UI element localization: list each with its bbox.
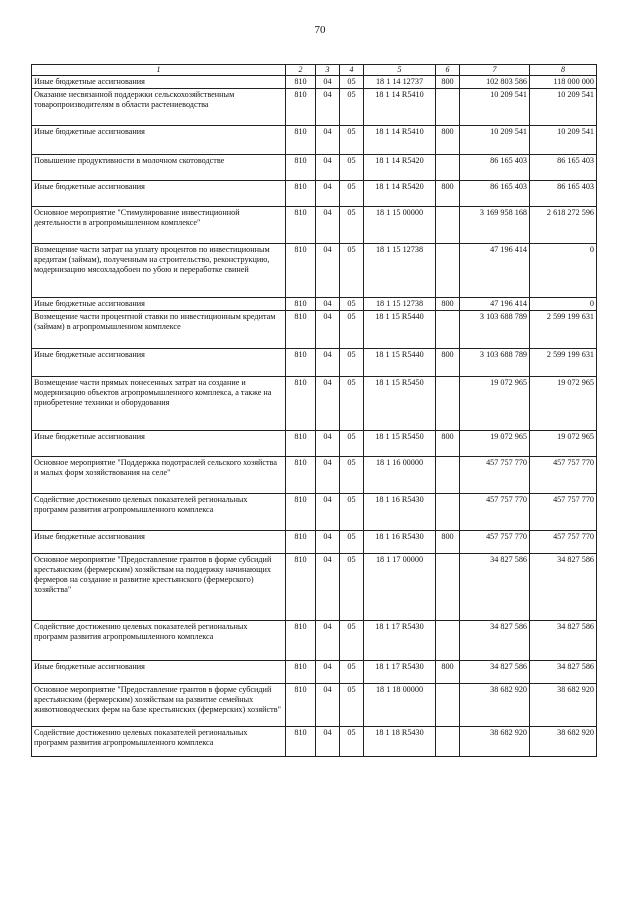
row-amount-2: 0 <box>530 243 597 297</box>
row-expense-type: 800 <box>436 348 460 376</box>
row-name: Основное мероприятие "Поддержка подотраслей сельского хозяйства и малых форм хозяйствования на селе" <box>32 456 286 493</box>
row-section-code: 04 <box>316 726 340 756</box>
row-subsection-code: 05 <box>340 243 364 297</box>
row-subsection-code: 05 <box>340 348 364 376</box>
row-expense-type <box>436 553 460 620</box>
row-amount-1: 457 757 770 <box>460 493 530 530</box>
row-subsection-code: 05 <box>340 683 364 726</box>
row-section-code: 04 <box>316 493 340 530</box>
row-amount-1: 34 827 586 <box>460 660 530 683</box>
row-amount-2: 10 209 541 <box>530 88 597 125</box>
row-section-code: 04 <box>316 348 340 376</box>
row-name: Иные бюджетные ассигнования <box>32 297 286 310</box>
row-ministry-code: 810 <box>286 456 316 493</box>
row-expense-type <box>436 88 460 125</box>
table-row <box>32 88 597 125</box>
row-target-article: 18 1 17 00000 <box>364 553 436 620</box>
row-target-article: 18 1 14 R5410 <box>364 125 436 154</box>
row-amount-1: 34 827 586 <box>460 553 530 620</box>
row-amount-1: 10 209 541 <box>460 88 530 125</box>
row-name: Основное мероприятие "Предоставление грантов в форме субсидий крестьянским (фермерским) хозяйствам на поддержку начинающих фермеров на создание и развитие крестьянского (фермерского) хозяйства" <box>32 553 286 620</box>
row-amount-2: 2 599 199 631 <box>530 348 597 376</box>
row-amount-2: 0 <box>530 297 597 310</box>
row-amount-2: 34 827 586 <box>530 660 597 683</box>
row-name: Повышение продуктивности в молочном скотоводстве <box>32 154 286 180</box>
row-amount-1: 38 682 920 <box>460 683 530 726</box>
row-target-article: 18 1 14 R5420 <box>364 180 436 206</box>
row-name: Иные бюджетные ассигнования <box>32 348 286 376</box>
row-subsection-code: 05 <box>340 660 364 683</box>
row-ministry-code: 810 <box>286 553 316 620</box>
row-name: Основное мероприятие "Стимулирование инвестиционной деятельности в агропромышленном комплексе" <box>32 206 286 243</box>
row-target-article: 18 1 14 R5420 <box>364 154 436 180</box>
row-target-article: 18 1 18 R5430 <box>364 726 436 756</box>
budget-table <box>31 64 597 757</box>
row-ministry-code: 810 <box>286 530 316 553</box>
row-ministry-code: 810 <box>286 75 316 88</box>
row-ministry-code: 810 <box>286 376 316 430</box>
row-target-article: 18 1 17 R5430 <box>364 660 436 683</box>
row-subsection-code: 05 <box>340 75 364 88</box>
row-amount-1: 102 803 586 <box>460 75 530 88</box>
row-amount-1: 47 196 414 <box>460 243 530 297</box>
row-section-code: 04 <box>316 660 340 683</box>
row-section-code: 04 <box>316 310 340 348</box>
column-header: 4 <box>340 65 364 76</box>
row-amount-2: 86 165 403 <box>530 180 597 206</box>
row-amount-2: 10 209 541 <box>530 125 597 154</box>
row-section-code: 04 <box>316 297 340 310</box>
row-name: Содействие достижению целевых показателей региональных программ развития агропромышленного комплекса <box>32 493 286 530</box>
row-section-code: 04 <box>316 456 340 493</box>
row-subsection-code: 05 <box>340 310 364 348</box>
row-target-article: 18 1 15 12738 <box>364 243 436 297</box>
table-row <box>32 243 597 297</box>
row-ministry-code: 810 <box>286 660 316 683</box>
row-amount-1: 10 209 541 <box>460 125 530 154</box>
row-amount-2: 2 618 272 596 <box>530 206 597 243</box>
row-amount-1: 3 103 688 789 <box>460 348 530 376</box>
row-section-code: 04 <box>316 430 340 456</box>
column-header: 3 <box>316 65 340 76</box>
row-subsection-code: 05 <box>340 297 364 310</box>
row-expense-type <box>436 206 460 243</box>
row-amount-1: 19 072 965 <box>460 376 530 430</box>
row-subsection-code: 05 <box>340 154 364 180</box>
row-section-code: 04 <box>316 75 340 88</box>
row-section-code: 04 <box>316 125 340 154</box>
row-section-code: 04 <box>316 88 340 125</box>
row-expense-type: 800 <box>436 75 460 88</box>
row-expense-type: 800 <box>436 530 460 553</box>
row-subsection-code: 05 <box>340 493 364 530</box>
column-header: 6 <box>436 65 460 76</box>
row-name: Иные бюджетные ассигнования <box>32 430 286 456</box>
row-expense-type: 800 <box>436 430 460 456</box>
row-target-article: 18 1 18 00000 <box>364 683 436 726</box>
row-name: Содействие достижению целевых показателей региональных программ развития агропромышленного комплекса <box>32 620 286 660</box>
row-name: Иные бюджетные ассигнования <box>32 530 286 553</box>
table-row <box>32 683 597 726</box>
row-name: Возмещение части процентной ставки по инвестиционным кредитам (займам) в агропромышленном комплексе <box>32 310 286 348</box>
row-ministry-code: 810 <box>286 88 316 125</box>
row-target-article: 18 1 15 00000 <box>364 206 436 243</box>
row-name: Содействие достижению целевых показателей региональных программ развития агропромышленного комплекса <box>32 726 286 756</box>
table-row <box>32 726 597 756</box>
row-amount-1: 38 682 920 <box>460 726 530 756</box>
row-amount-2: 457 757 770 <box>530 493 597 530</box>
row-amount-2: 38 682 920 <box>530 683 597 726</box>
row-expense-type <box>436 726 460 756</box>
row-name: Иные бюджетные ассигнования <box>32 75 286 88</box>
row-name: Возмещение части прямых понесенных затрат на создание и модернизацию объектов агропромышленного комплекса, а также на приобретение техники и оборудования <box>32 376 286 430</box>
table-row <box>32 125 597 154</box>
row-ministry-code: 810 <box>286 243 316 297</box>
table-row <box>32 310 597 348</box>
row-target-article: 18 1 15 R5450 <box>364 376 436 430</box>
row-expense-type <box>436 310 460 348</box>
row-target-article: 18 1 16 R5430 <box>364 493 436 530</box>
page-number: 70 <box>314 24 326 36</box>
table-row <box>32 620 597 660</box>
row-subsection-code: 05 <box>340 88 364 125</box>
row-amount-1: 3 103 688 789 <box>460 310 530 348</box>
row-ministry-code: 810 <box>286 726 316 756</box>
row-target-article: 18 1 15 R5440 <box>364 348 436 376</box>
row-expense-type <box>436 154 460 180</box>
row-name: Возмещение части затрат на уплату процентов по инвестиционным кредитам (займам), полученным на строительство, реконструкцию, модернизацию мясохладобоен по убою и переработке свиней <box>32 243 286 297</box>
table-row <box>32 493 597 530</box>
table-row <box>32 75 597 88</box>
row-target-article: 18 1 16 00000 <box>364 456 436 493</box>
table-row <box>32 297 597 310</box>
row-amount-2: 38 682 920 <box>530 726 597 756</box>
row-subsection-code: 05 <box>340 456 364 493</box>
row-expense-type: 800 <box>436 660 460 683</box>
row-name: Основное мероприятие "Предоставление грантов в форме субсидий крестьянским (фермерским) хозяйствам на развитие семейных животноводческих ферм на базе крестьянских (фермерских) хозяйств" <box>32 683 286 726</box>
row-name: Оказание несвязанной поддержки сельскохозяйственным товаропроизводителям в области растениеводства <box>32 88 286 125</box>
row-name: Иные бюджетные ассигнования <box>32 125 286 154</box>
row-amount-2: 19 072 965 <box>530 376 597 430</box>
column-header: 8 <box>530 65 597 76</box>
table-row <box>32 154 597 180</box>
row-subsection-code: 05 <box>340 125 364 154</box>
table-row <box>32 660 597 683</box>
row-ministry-code: 810 <box>286 620 316 660</box>
row-section-code: 04 <box>316 553 340 620</box>
column-header: 5 <box>364 65 436 76</box>
row-name: Иные бюджетные ассигнования <box>32 180 286 206</box>
row-target-article: 18 1 14 12737 <box>364 75 436 88</box>
row-subsection-code: 05 <box>340 180 364 206</box>
row-target-article: 18 1 15 12738 <box>364 297 436 310</box>
column-header: 2 <box>286 65 316 76</box>
row-section-code: 04 <box>316 180 340 206</box>
row-ministry-code: 810 <box>286 206 316 243</box>
row-amount-2: 34 827 586 <box>530 553 597 620</box>
row-target-article: 18 1 16 R5430 <box>364 530 436 553</box>
row-section-code: 04 <box>316 620 340 660</box>
row-subsection-code: 05 <box>340 530 364 553</box>
column-header: 7 <box>460 65 530 76</box>
row-section-code: 04 <box>316 683 340 726</box>
row-ministry-code: 810 <box>286 297 316 310</box>
row-ministry-code: 810 <box>286 310 316 348</box>
row-amount-1: 457 757 770 <box>460 530 530 553</box>
row-ministry-code: 810 <box>286 683 316 726</box>
row-amount-1: 34 827 586 <box>460 620 530 660</box>
row-expense-type: 800 <box>436 180 460 206</box>
row-section-code: 04 <box>316 376 340 430</box>
row-expense-type <box>436 683 460 726</box>
row-amount-1: 47 196 414 <box>460 297 530 310</box>
row-subsection-code: 05 <box>340 206 364 243</box>
row-amount-1: 19 072 965 <box>460 430 530 456</box>
row-ministry-code: 810 <box>286 348 316 376</box>
table-row <box>32 206 597 243</box>
column-header: 1 <box>32 65 286 76</box>
table-header-row <box>32 65 597 76</box>
row-ministry-code: 810 <box>286 180 316 206</box>
row-expense-type <box>436 376 460 430</box>
row-target-article: 18 1 17 R5430 <box>364 620 436 660</box>
row-ministry-code: 810 <box>286 154 316 180</box>
table-row <box>32 430 597 456</box>
table-row <box>32 553 597 620</box>
row-amount-1: 3 169 958 168 <box>460 206 530 243</box>
row-subsection-code: 05 <box>340 726 364 756</box>
row-subsection-code: 05 <box>340 430 364 456</box>
row-expense-type <box>436 456 460 493</box>
table-row <box>32 530 597 553</box>
table-row <box>32 348 597 376</box>
table-row <box>32 456 597 493</box>
row-amount-2: 2 599 199 631 <box>530 310 597 348</box>
table-row <box>32 180 597 206</box>
row-amount-2: 34 827 586 <box>530 620 597 660</box>
row-target-article: 18 1 15 R5440 <box>364 310 436 348</box>
row-expense-type <box>436 243 460 297</box>
row-subsection-code: 05 <box>340 620 364 660</box>
row-section-code: 04 <box>316 154 340 180</box>
row-name: Иные бюджетные ассигнования <box>32 660 286 683</box>
row-section-code: 04 <box>316 243 340 297</box>
row-amount-2: 19 072 965 <box>530 430 597 456</box>
row-ministry-code: 810 <box>286 493 316 530</box>
row-section-code: 04 <box>316 206 340 243</box>
row-amount-1: 457 757 770 <box>460 456 530 493</box>
row-amount-1: 86 165 403 <box>460 180 530 206</box>
row-expense-type: 800 <box>436 125 460 154</box>
row-ministry-code: 810 <box>286 125 316 154</box>
row-ministry-code: 810 <box>286 430 316 456</box>
row-amount-2: 86 165 403 <box>530 154 597 180</box>
row-amount-1: 86 165 403 <box>460 154 530 180</box>
row-target-article: 18 1 14 R5410 <box>364 88 436 125</box>
row-target-article: 18 1 15 R5450 <box>364 430 436 456</box>
row-section-code: 04 <box>316 530 340 553</box>
table-row <box>32 376 597 430</box>
row-subsection-code: 05 <box>340 553 364 620</box>
row-amount-2: 118 000 000 <box>530 75 597 88</box>
row-amount-2: 457 757 770 <box>530 456 597 493</box>
row-expense-type: 800 <box>436 297 460 310</box>
row-subsection-code: 05 <box>340 376 364 430</box>
row-expense-type <box>436 493 460 530</box>
row-amount-2: 457 757 770 <box>530 530 597 553</box>
row-expense-type <box>436 620 460 660</box>
